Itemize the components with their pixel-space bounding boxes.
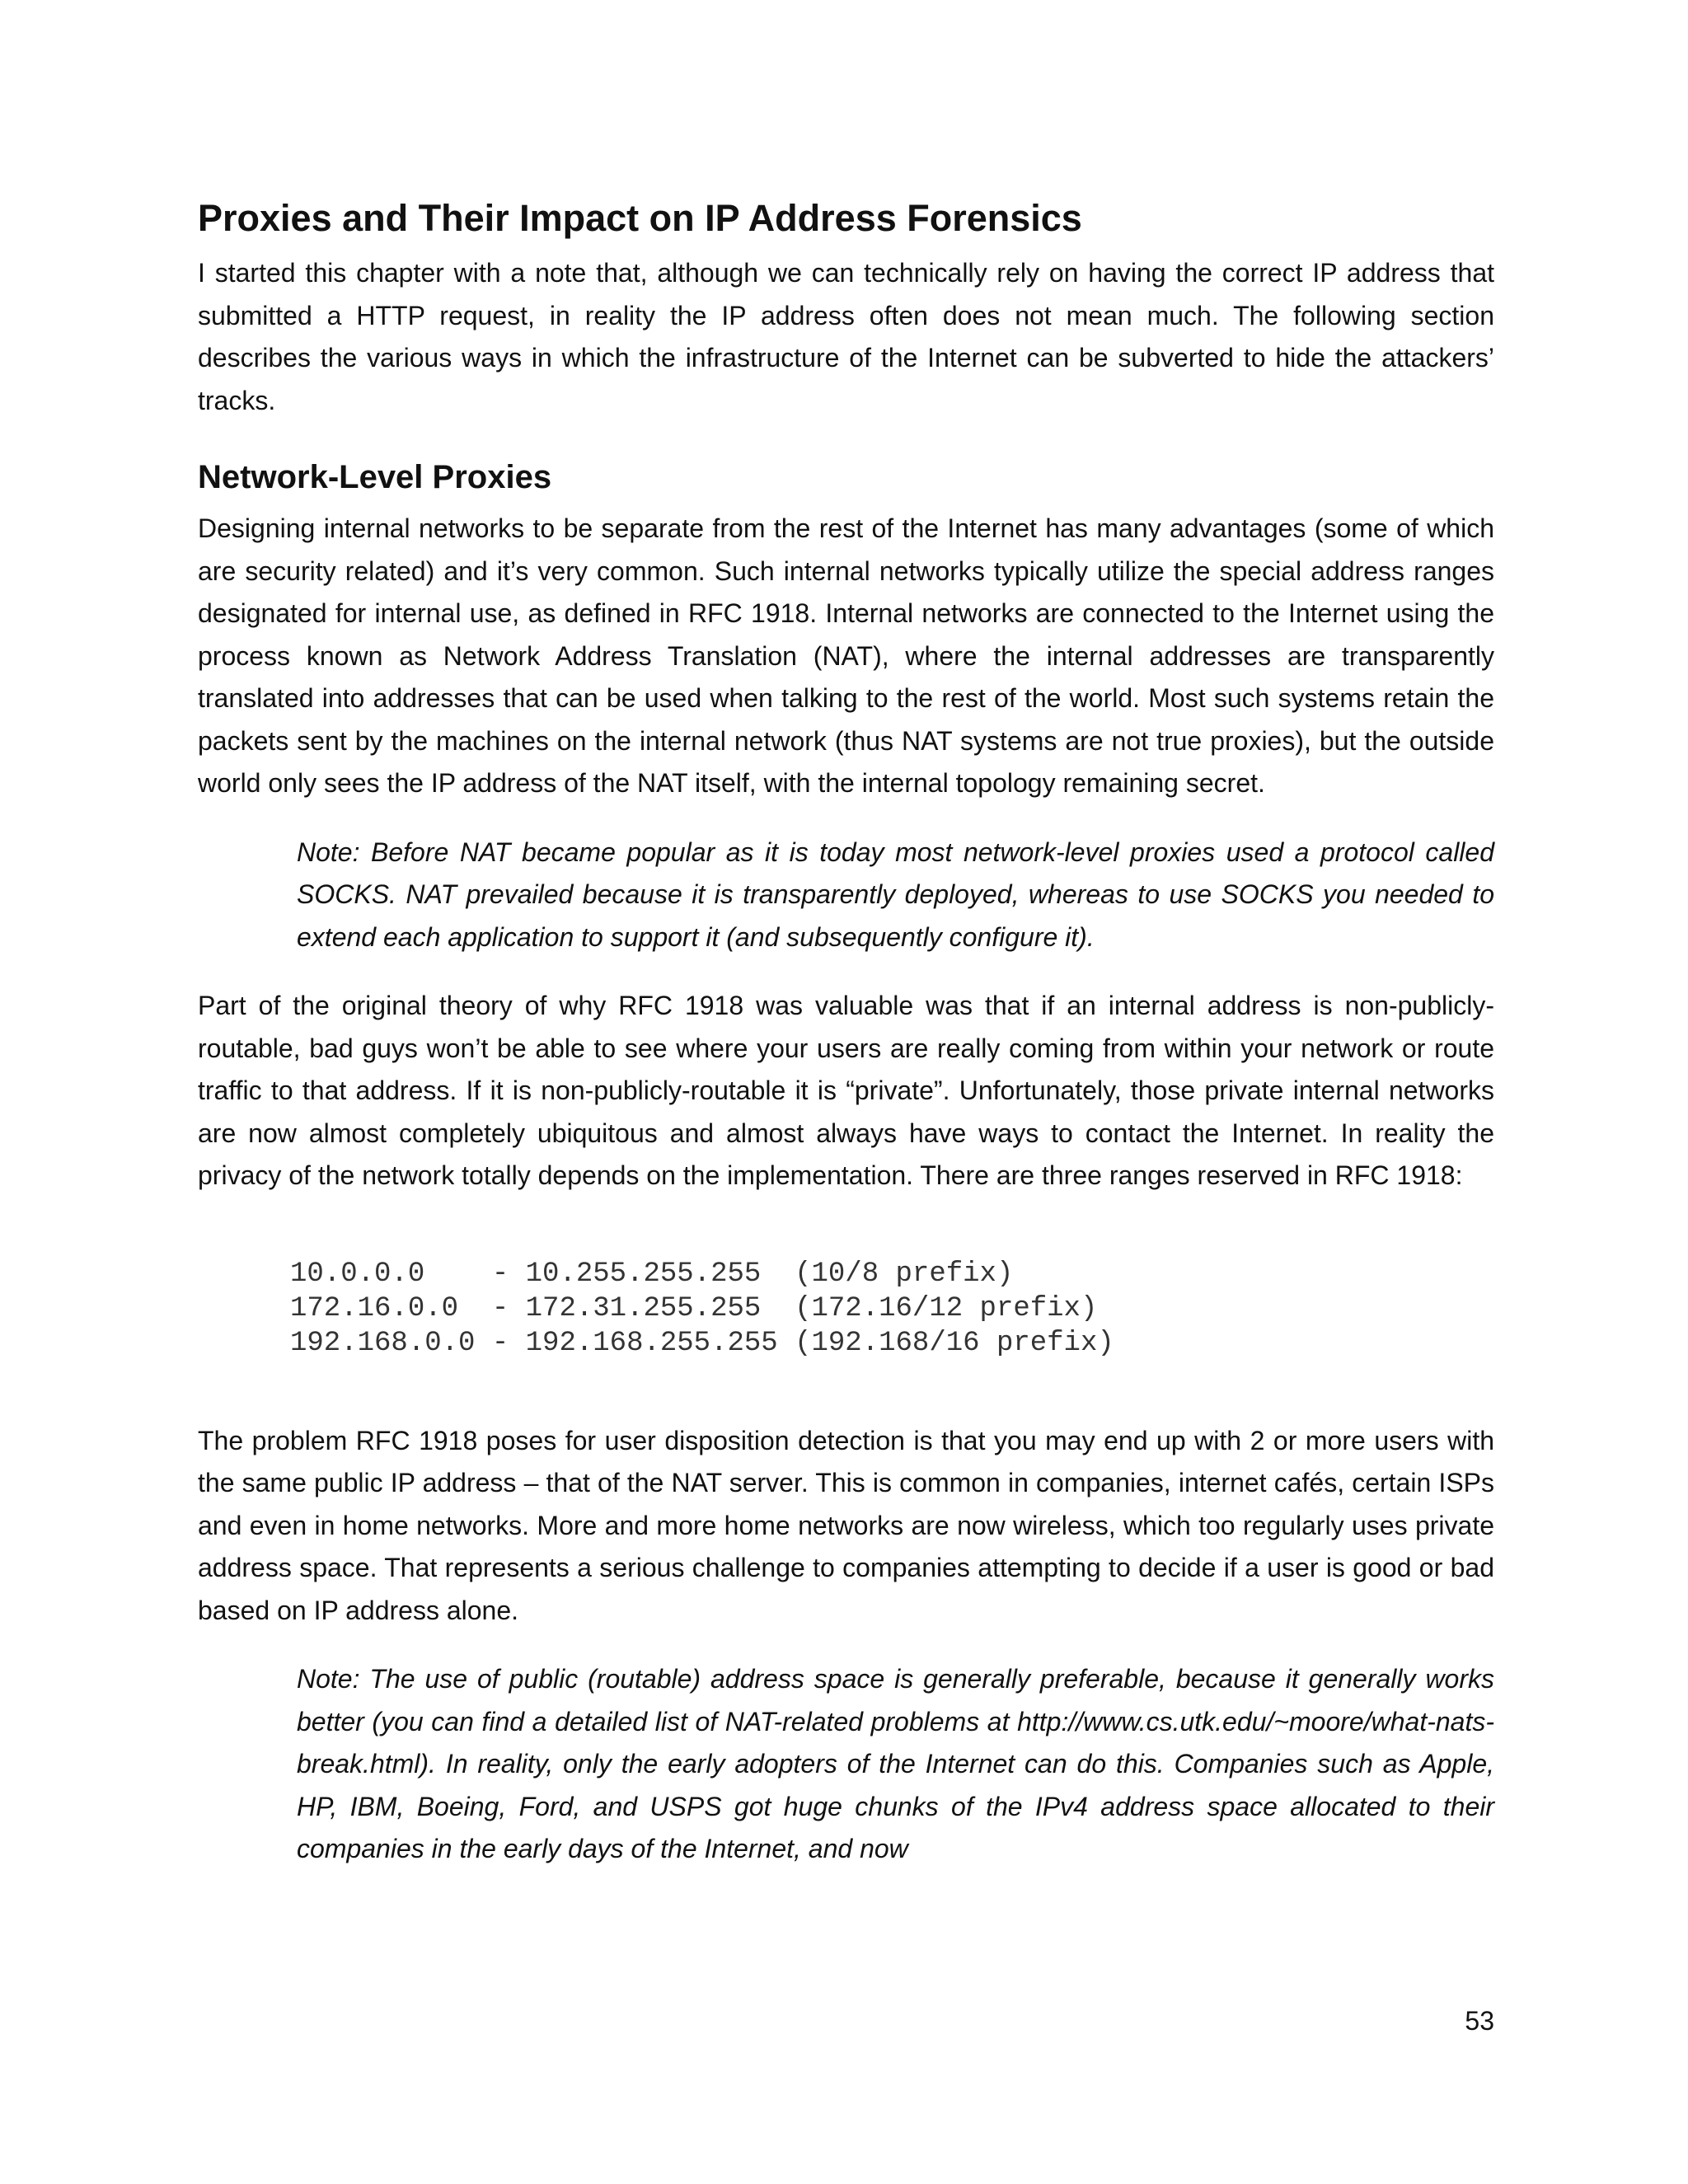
address-range-line: 172.16.0.0 - 172.31.255.255 (172.16/12 prefix) — [290, 1292, 1098, 1324]
section-heading: Proxies and Their Impact on IP Address Forensics — [198, 197, 1082, 239]
address-range-line: 10.0.0.0 - 10.255.255.255 (10/8 prefix) — [290, 1258, 1014, 1290]
subsection-heading: Network-Level Proxies — [198, 459, 552, 495]
nat-paragraph: Designing internal networks to be separate from the rest of the Internet has many advantages (some of which are security related) and it’s very common. Such internal networks typically utilize the special address ranges designated for internal use, as defined in RFC 1918. Internal networks are connected to the Internet using the process known as Network Address Translation (NAT), where the internal addresses are transparently translated into addresses that can be used when talking to the rest of the world. Most such systems retain the packets sent by the machines on the internal network (thus NAT systems are not true proxies), but the outside world only sees the IP address of the NAT itself, with the internal topology remaining secret. — [198, 513, 1494, 798]
address-range-line: 192.168.0.0 - 192.168.255.255 (192.168/16 prefix) — [290, 1327, 1114, 1359]
problem-paragraph: The problem RFC 1918 poses for user disposition detection is that you may end up with 2 or more users with the same public IP address – that of the NAT server. This is common in companies, internet cafés, certain ISPs and even in home networks. More and more home networks are now wireless, which too regularly uses private address space. That represents a serious challenge to companies attempting to decide if a user is good or bad based on IP address alone. — [198, 1425, 1494, 1625]
socks-note: Note: Before NAT became popular as it is today most network-level proxies used a protocol called SOCKS. NAT prevailed because it is transparently deployed, whereas to use SOCKS you needed to extend each application to support it (and subsequently configure it). — [297, 837, 1494, 952]
address-ranges-block — [290, 1257, 1494, 1361]
public-address-note: Note: The use of public (routable) address space is generally preferable, because it generally works better (you can find a detailed list of NAT-related problems at http://www.cs.utk.edu/~moore/what-nats-break.html). In reality, only the early adopters of the Internet can do this. Companies such as Apple, HP, IBM, Boeing, Ford, and USPS got huge chunks of the IPv4 address space allocated to their companies in the early days of the Internet, and now — [297, 1664, 1494, 1863]
intro-paragraph: I started this chapter with a note that, although we can technically rely on having the correct IP address that submitted a HTTP request, in reality the IP address often does not mean much. The following section describes the various ways in which the infrastructure of the Internet can be subverted to hide the attackers’ tracks. — [198, 258, 1494, 415]
rfc1918-paragraph: Part of the original theory of why RFC 1918 was valuable was that if an internal address is non-publicly-routable, bad guys won’t be able to see where your users are really coming from within your network or route traffic to that address. If it is non-publicly-routable it is “private”. Unfortunately, those private internal networks are now almost completely ubiquitous and almost always have ways to contact the Internet. In reality the privacy of the network totally depends on the implementation. There are three ranges reserved in RFC 1918: — [198, 991, 1494, 1190]
document-page — [198, 196, 1494, 1897]
page-number: 53 — [1465, 2006, 1494, 2036]
